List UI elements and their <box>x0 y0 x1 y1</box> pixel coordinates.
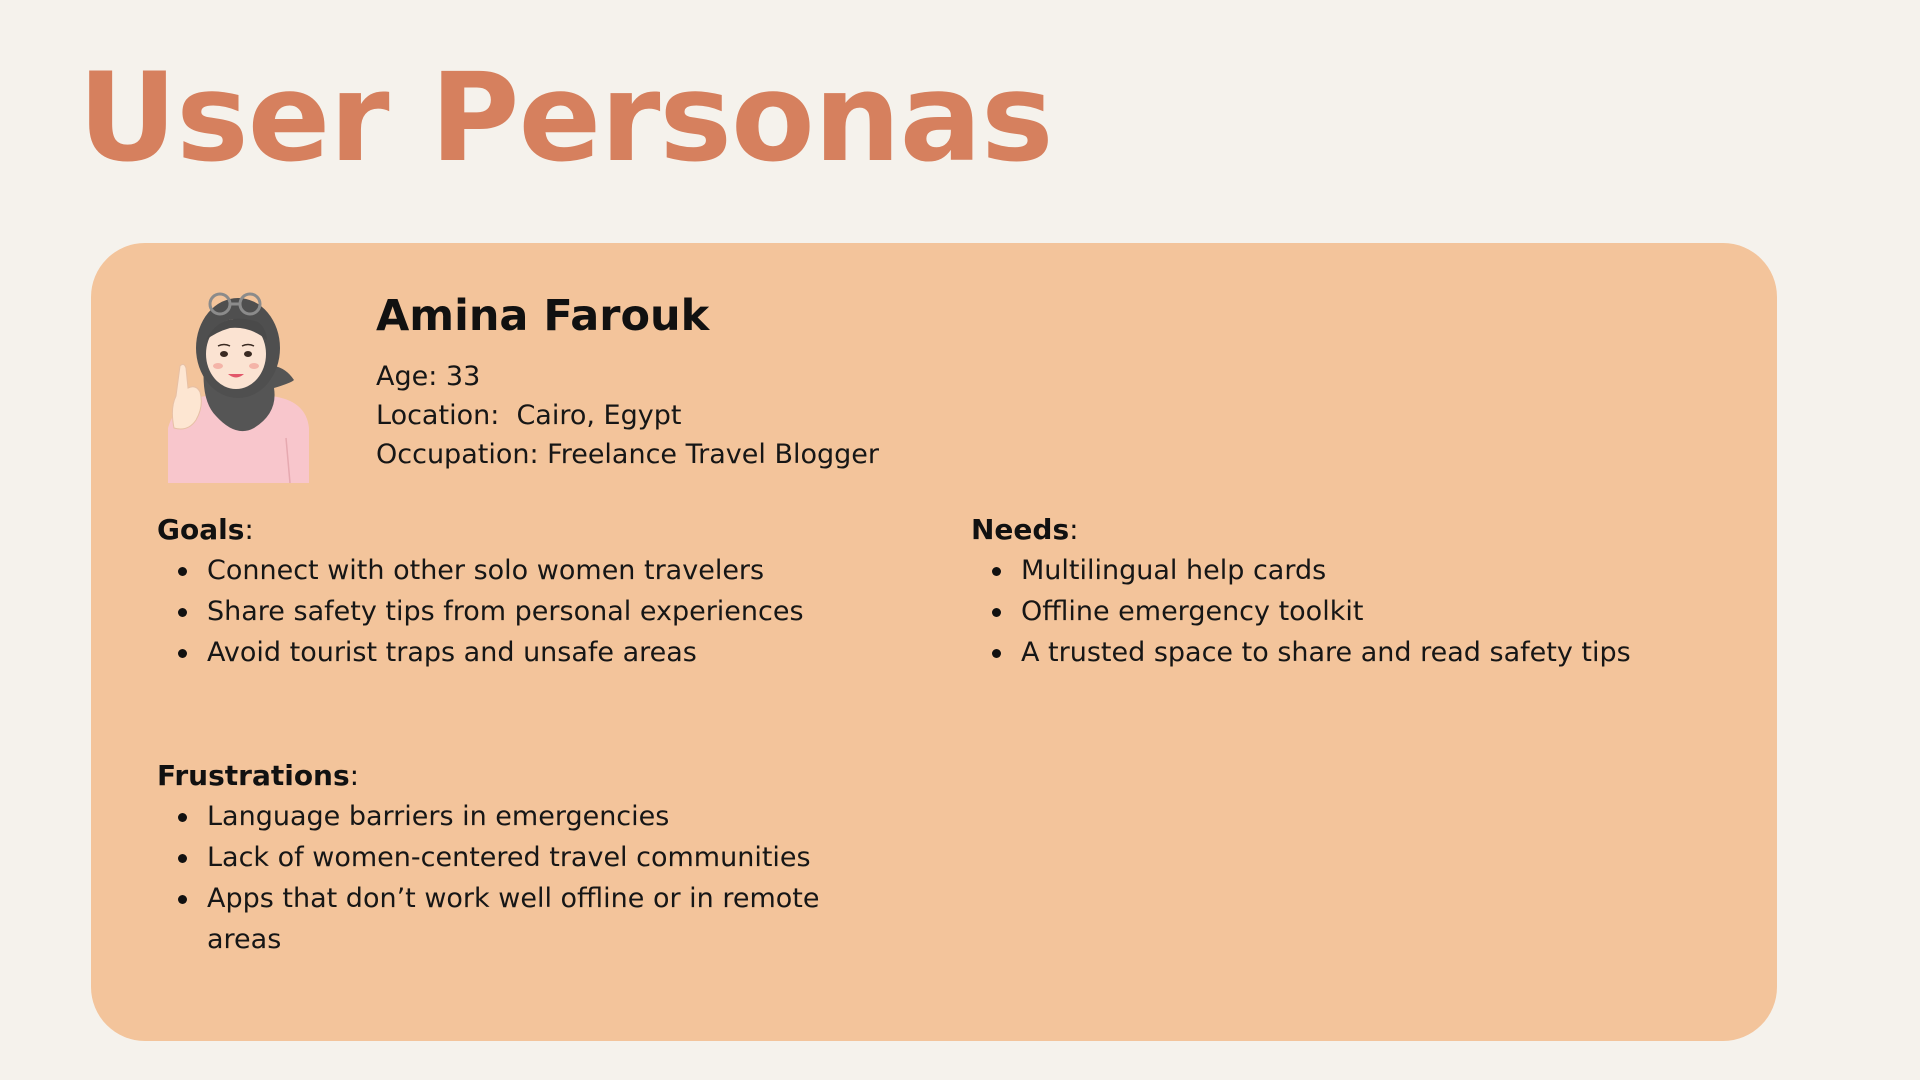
frustrations-heading-colon: : <box>349 759 360 792</box>
goals-list-item: Share safety tips from personal experiences <box>207 591 877 632</box>
needs-heading-label: Needs <box>971 513 1070 546</box>
goals-section <box>157 510 877 673</box>
needs-list-item: Offline emergency toolkit <box>1021 591 1691 632</box>
persona-card <box>91 243 1777 1041</box>
goals-list <box>157 550 877 673</box>
frustrations-list-item: Apps that don’t work well offline or in remote areas <box>207 878 857 960</box>
goals-list-item: Connect with other solo women travelers <box>207 550 877 591</box>
goals-list-item: Avoid tourist traps and unsafe areas <box>207 632 877 673</box>
page-title: User Personas <box>78 47 1053 189</box>
frustrations-section <box>157 756 857 960</box>
frustrations-heading-label: Frustrations <box>157 759 350 792</box>
frustrations-list-item: Lack of women-centered travel communities <box>207 837 857 878</box>
needs-list-item: A trusted space to share and read safety tips <box>1021 632 1691 673</box>
persona-age: Age: 33 <box>376 361 481 392</box>
needs-list-item: Multilingual help cards <box>1021 550 1691 591</box>
needs-list <box>971 550 1691 673</box>
persona-name: Amina Farouk <box>376 291 710 341</box>
needs-section <box>971 510 1691 673</box>
needs-heading <box>971 510 1691 550</box>
needs-heading-colon: : <box>1069 513 1079 546</box>
woman-hijab-avatar-icon <box>166 288 311 483</box>
goals-heading-colon: : <box>244 513 254 546</box>
persona-occupation: Occupation: Freelance Travel Blogger <box>376 439 880 470</box>
persona-location: Location: Cairo, Egypt <box>376 400 682 431</box>
persona-identity <box>376 289 879 474</box>
goals-heading-label: Goals <box>157 513 245 546</box>
frustrations-list <box>157 796 857 960</box>
frustrations-heading <box>157 756 857 796</box>
frustrations-list-item: Language barriers in emergencies <box>207 796 857 837</box>
goals-heading <box>157 510 877 550</box>
